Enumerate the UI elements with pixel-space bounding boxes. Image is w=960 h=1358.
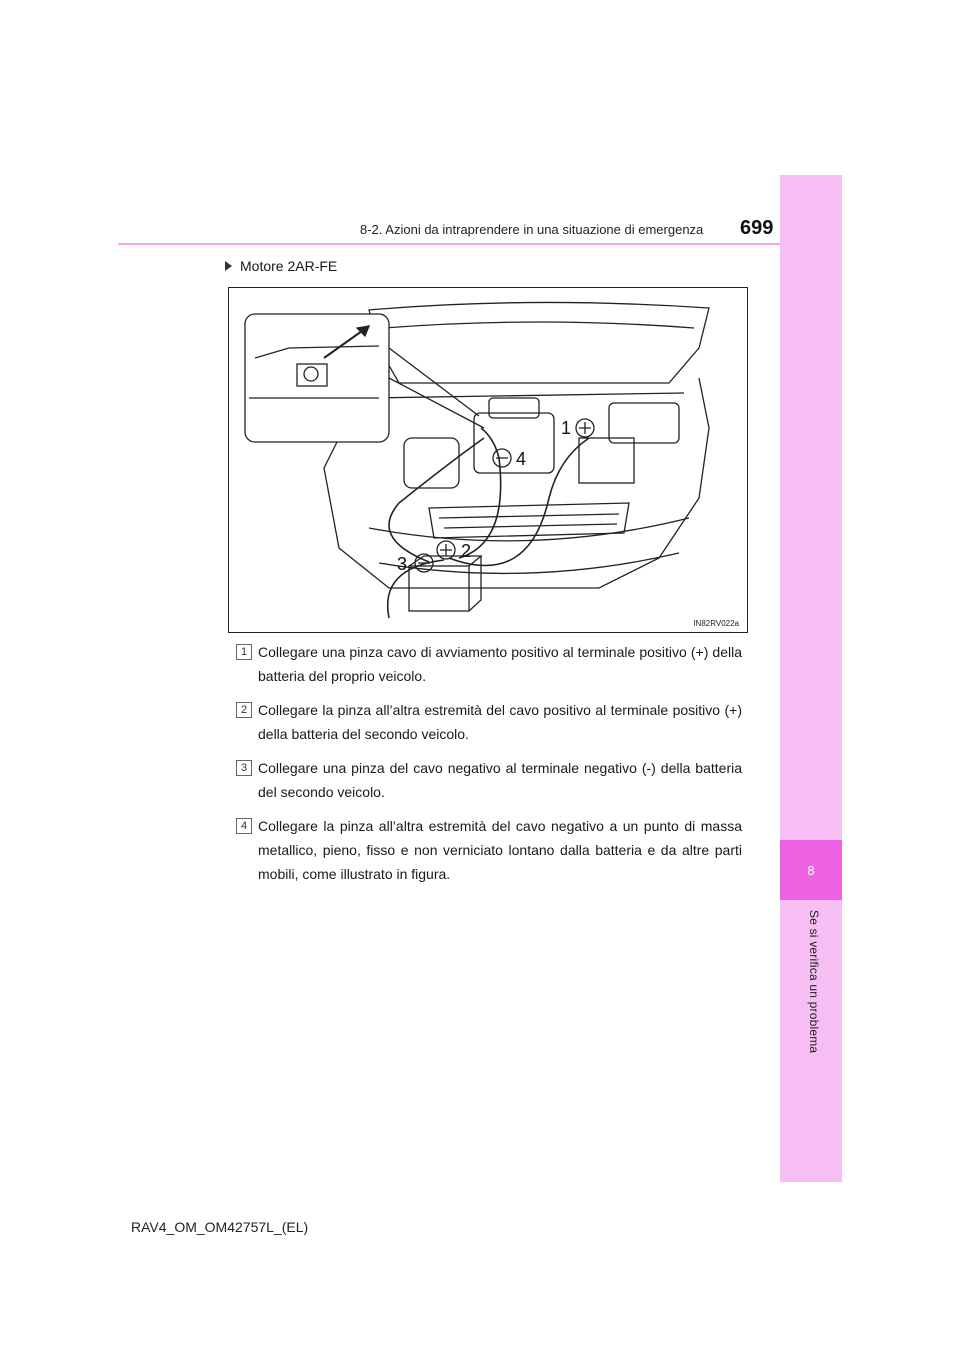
- step-number: 3: [236, 760, 252, 776]
- step-number: 2: [236, 702, 252, 718]
- step-number: 4: [236, 818, 252, 834]
- step-item: [236, 698, 742, 746]
- callout-1: 1: [561, 418, 572, 438]
- page-number: 699: [740, 217, 774, 239]
- step-text: Collegare una pinza del cavo negativo al terminale negativo (-) della batteria del secondo veicolo.: [258, 760, 742, 800]
- step-item: [236, 814, 742, 886]
- callout-4: 4: [516, 449, 527, 469]
- triangle-bullet-icon: [225, 261, 232, 271]
- section-heading-text: Motore 2AR-FE: [240, 258, 338, 274]
- step-text: Collegare la pinza all’altra estremità del cavo positivo al terminale positivo (+) della batteria del secondo veicolo.: [258, 702, 742, 742]
- step-text: Collegare la pinza all’altra estremità del cavo negativo a un punto di massa metallico, pieno, fisso e non verniciato lontano dalla batteria e da altre parti mobili, come illustrato in figura.: [258, 818, 742, 882]
- header-rule: [118, 243, 780, 245]
- step-item: [236, 756, 742, 804]
- section-heading: [225, 258, 337, 274]
- callout-2: 2: [461, 541, 472, 561]
- figure-code: IN82RV022a: [693, 619, 739, 628]
- chapter-title-vertical: Se si verifica un problema: [807, 910, 821, 1054]
- callout-3: 3: [397, 554, 408, 574]
- manual-code-footer: RAV4_OM_OM42757L_(EL): [131, 1219, 309, 1235]
- running-header: 8-2. Azioni da intraprendere in una situazione di emergenza: [360, 222, 704, 237]
- chapter-number-tab: 8: [780, 840, 842, 900]
- steps-list: [236, 640, 742, 896]
- engine-jump-start-illustration: [228, 287, 748, 633]
- step-text: Collegare una pinza cavo di avviamento positivo al terminale positivo (+) della batteria del proprio veicolo.: [258, 644, 742, 684]
- engine-bay-drawing: [229, 288, 746, 631]
- step-item: [236, 640, 742, 688]
- step-number: 1: [236, 644, 252, 660]
